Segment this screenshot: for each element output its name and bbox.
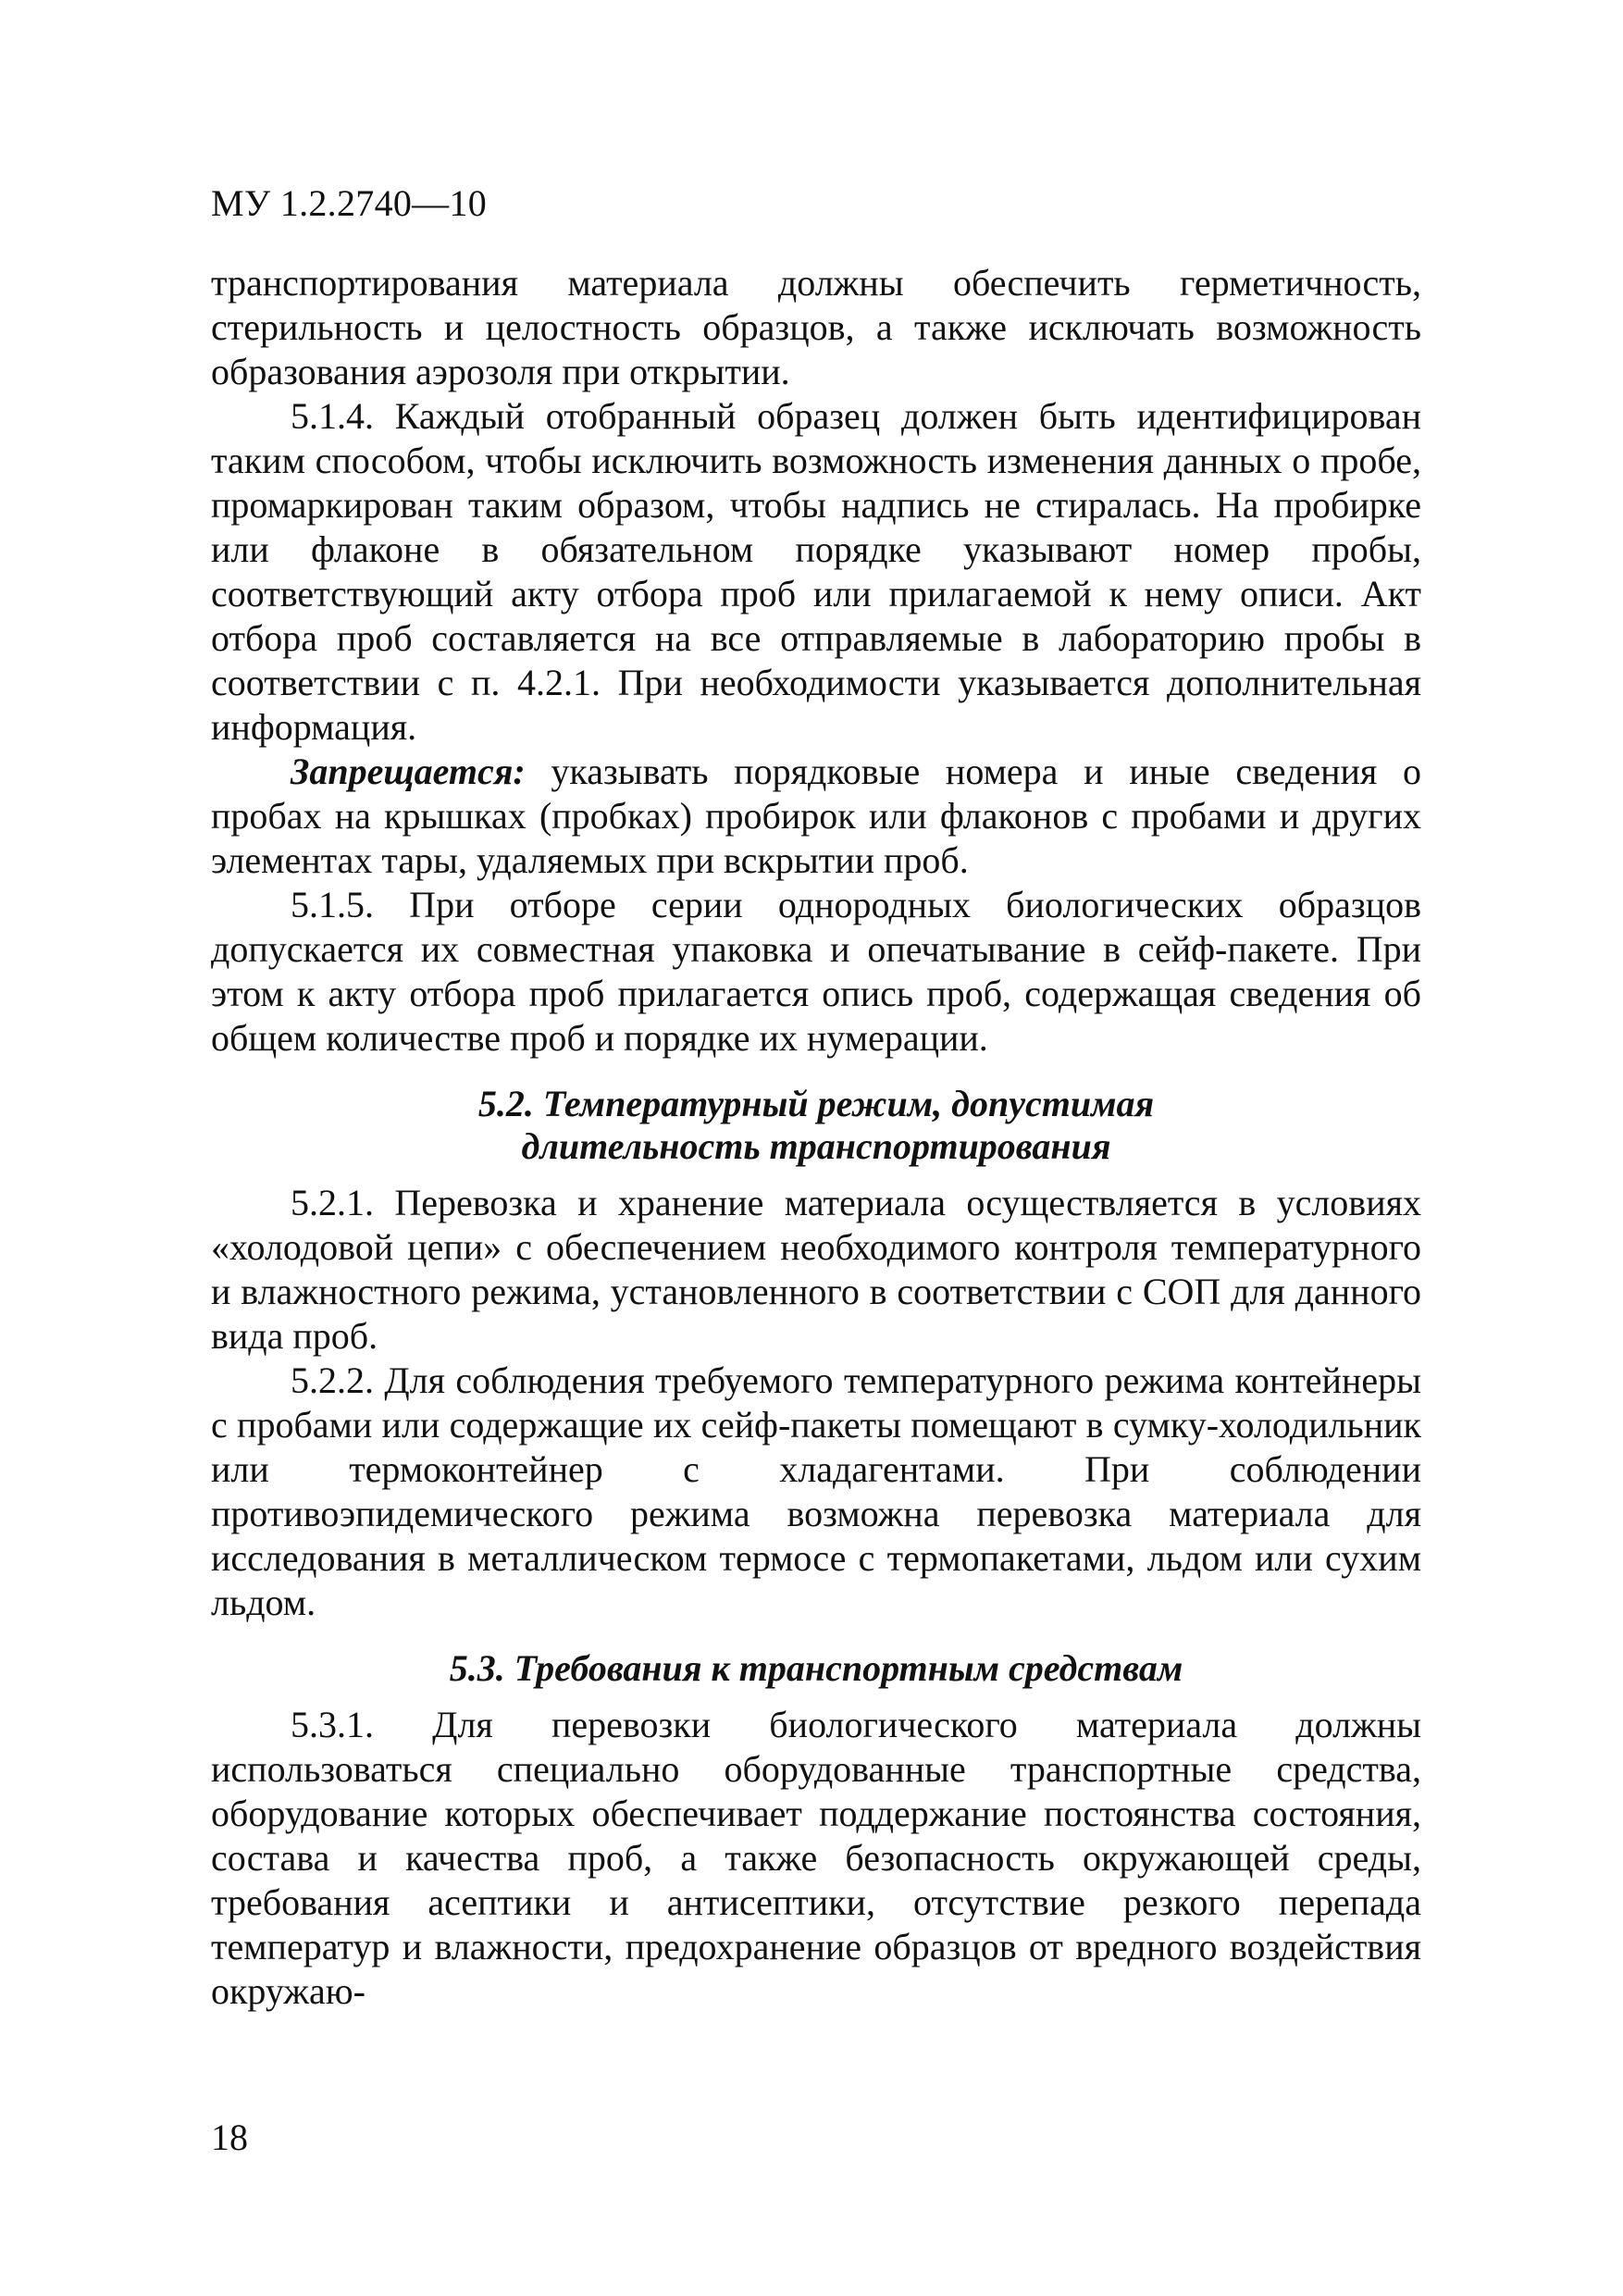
prohibition-label: Запрещается: [291,751,526,792]
section-heading-5-3-text: 5.3. Требования к транспортным средствам [449,1647,1183,1689]
paragraph-continuation: транспортирования материала должны обеспечить герметичность, стерильность и целостность образцов, а также исключать возможность образования аэрозоля при открытии. [211,262,1421,392]
paragraph-5-2-1: 5.2.1. Перевозка и хранение материала осуществляется в условиях «холодовой цепи» с обеспечением необходимого контроля температурного и влажностного режима, установленного в соответствии с СОП для данного вида проб. [211,1182,1421,1357]
section-heading-5-2-line1: 5.2. Температурный режим, допустимая [477,1083,1155,1124]
section-heading-5-2 [211,1083,1421,1168]
section-heading-5-3 [211,1647,1421,1690]
section-heading-5-2-line2: длительность транспортирования [521,1125,1111,1167]
paragraph-prohibition [211,750,1421,883]
paragraph-5-1-5: 5.1.5. При отборе серии однородных биологических образцов допускается их совместная упаковка и опечатывание в сейф-пакете. При этом к акту отбора проб прилагается опись проб, содержащая сведения об общем количестве проб и порядке их нумерации. [211,884,1421,1059]
paragraph-5-1-4: 5.1.4. Каждый отобранный образец должен быть идентифицирован таким способом, чтобы исключить возможность изменения данных о пробе, промаркирован таким образом, чтобы надпись не стиралась. На пробирке или флаконе в обязательном порядке указывают номер пробы, соответствующий акту отбора проб или прилагаемой к нему описи. Акт отбора проб составляется на все отправляемые в лабораторию пробы в соответствии с п. 4.2.1. При необходимости указывается дополнительная информация. [211,395,1421,748]
page-number: 18 [211,2116,248,2158]
paragraph-5-3-1: 5.3.1. Для перевозки биологического материала должны использоваться специально оборудованные транспортные средства, оборудование которых обеспечивает поддержание постоянства состояния, состава и качества проб, а также безопасность окружающей среды, требования асептики и антисептики, отсутствие резкого перепада температур и влажности, предохранение образцов от вредного воздействия окружаю- [211,1704,1421,2012]
paragraph-5-2-2: 5.2.2. Для соблюдения требуемого температурного режима контейнеры с пробами или содержащие их сейф-пакеты помещают в сумку-холодильник или термоконтейнер с хладагентами. При соблюдении противоэпидемического режима возможна перевозка материала для исследования в металлическом термосе с термопакетами, льдом или сухим льдом. [211,1359,1421,1623]
prohibition-text: указывать порядковые номера и иные сведения о пробах на крышках (пробках) пробирок или флаконов с пробами и других элементах тары, удаляемых при вскрытии проб. [211,751,1421,881]
document-code: МУ 1.2.2740—10 [211,182,488,224]
document-page [211,181,1421,2014]
